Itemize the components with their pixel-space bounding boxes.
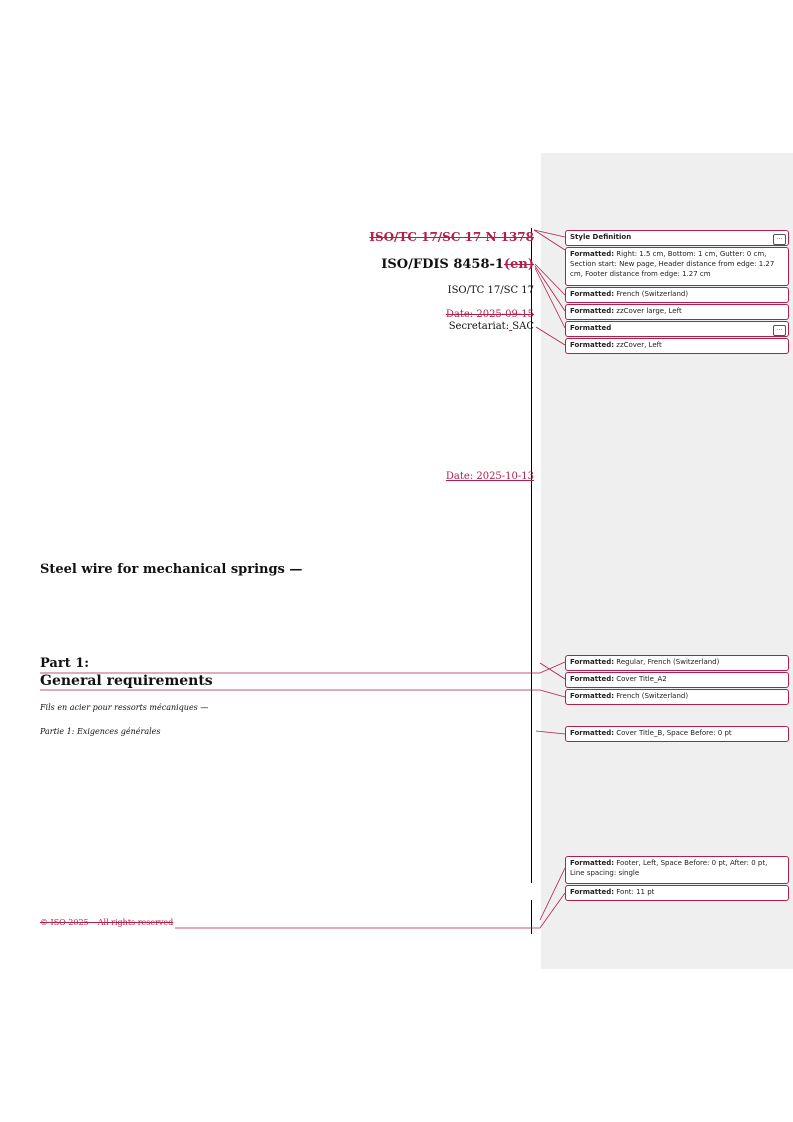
deleted-doc-reference: ISO/TC 17/SC 17 N 1378 <box>369 230 534 244</box>
secretariat-value: SAC <box>512 321 534 332</box>
balloon-text: zzCover, Left <box>616 341 662 349</box>
formatting-balloon[interactable] <box>565 856 789 884</box>
part-label: Part 1: <box>40 656 90 671</box>
committee-reference: ISO/TC 17/SC 17 <box>447 285 534 296</box>
balloon-label: Formatted: <box>570 658 615 666</box>
deleted-language-code: (en) <box>503 257 534 272</box>
balloon-text: Cover Title_A2 <box>616 675 667 683</box>
balloon-text: Cover Title_B, Space Before: 0 pt <box>616 729 732 737</box>
document-number: ISO/FDIS 8458-1 <box>381 257 504 272</box>
balloon-text: Footer, Left, Space Before: 0 pt, After: 0 pt, Line spacing: single <box>570 859 768 877</box>
balloon-text: French (Switzerland) <box>616 290 689 298</box>
part-title: General requirements <box>40 673 213 689</box>
balloon-label: Formatted: <box>570 888 615 896</box>
balloon-label: Style Definition <box>570 233 632 241</box>
formatting-balloon[interactable] <box>565 247 789 286</box>
secretariat-label: Secretariat: <box>448 321 510 332</box>
french-part-title: Partie 1: Exigences générales <box>40 727 161 736</box>
balloon-label: Formatted: <box>570 692 615 700</box>
formatting-balloon[interactable] <box>565 655 789 671</box>
style-definition-balloon[interactable] <box>565 230 789 246</box>
balloon-label: Formatted: <box>570 307 615 315</box>
balloon-label: Formatted: <box>570 341 615 349</box>
formatting-balloon[interactable] <box>565 287 789 303</box>
balloon-label: Formatted <box>570 324 612 332</box>
formatting-balloon[interactable] <box>565 689 789 705</box>
formatting-balloon[interactable] <box>565 304 789 320</box>
balloon-text: Right: 1.5 cm, Bottom: 1 cm, Gutter: 0 cm, Section start: New page, Header distance from edge: 1.27 cm, Footer distance from edge: 1.27 cm <box>570 250 775 278</box>
deleted-copyright: © ISO 2025 – All rights reserved <box>40 918 174 927</box>
balloon-text: French (Switzerland) <box>616 692 689 700</box>
main-title: Steel wire for mechanical springs — <box>40 562 303 577</box>
balloon-label: Formatted: <box>570 675 615 683</box>
more-options-icon[interactable]: ... <box>773 234 786 245</box>
balloon-text: zzCover large, Left <box>616 307 682 315</box>
balloon-label: Formatted: <box>570 729 615 737</box>
inserted-date: Date: 2025-10-13 <box>445 471 534 482</box>
formatting-balloon[interactable] <box>565 321 789 337</box>
balloon-text: Font: 11 pt <box>616 888 655 896</box>
balloon-label: Formatted: <box>570 290 615 298</box>
balloon-text: Regular, French (Switzerland) <box>616 658 720 666</box>
more-options-icon[interactable]: ... <box>773 325 786 336</box>
deleted-date: Date: 2025-09-15 <box>445 309 534 320</box>
formatting-balloon[interactable] <box>565 672 789 688</box>
formatting-balloon[interactable] <box>565 726 789 742</box>
formatting-balloon[interactable] <box>565 338 789 354</box>
balloon-label: Formatted: <box>570 250 615 258</box>
french-title: Fils en acier pour ressorts mécaniques — <box>40 703 209 712</box>
balloon-label: Formatted: <box>570 859 615 867</box>
formatting-balloon[interactable] <box>565 885 789 901</box>
